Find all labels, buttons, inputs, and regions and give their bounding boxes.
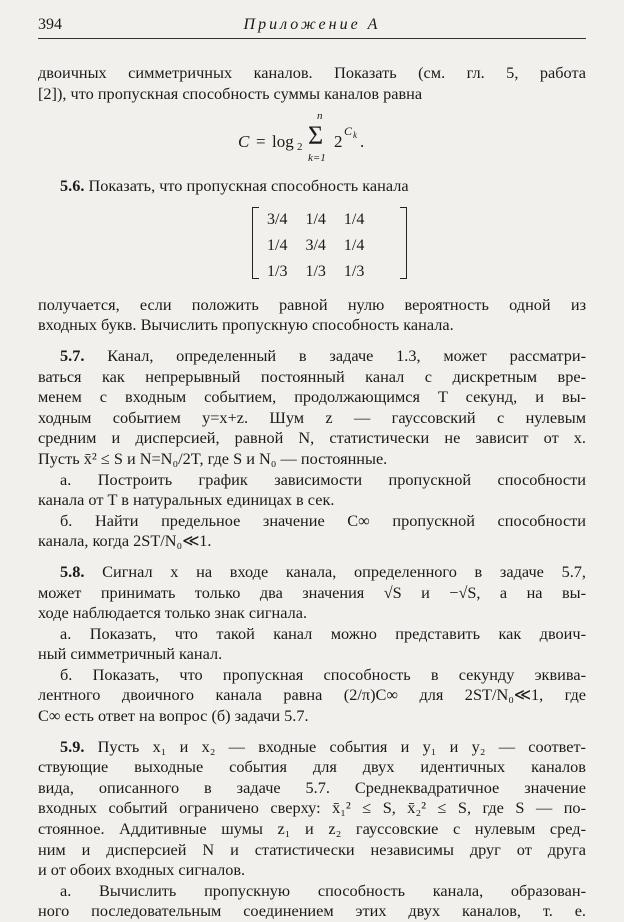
problem-text: Показать, что пропускная способность канала <box>88 176 409 196</box>
sum-sign: Σ <box>308 121 324 151</box>
problem-number: 5.8. <box>60 561 85 581</box>
matrix-cell: 1/4 <box>305 210 326 228</box>
text-line: ваться как непрерывный постоянный канал с дискретным вре- <box>38 366 586 386</box>
text-line: C∞ есть ответ на вопрос (б) задачи 5.7. <box>38 706 309 726</box>
text-line: ствующие выходные события для двух идентичных каналов <box>38 757 586 777</box>
text-line: ходе наблюдается только знак сигнала. <box>38 603 308 623</box>
text-line: а. Построить график зависимости пропускной способности <box>60 469 586 489</box>
text-line: б. Показать, что пропускная способность в секунду эквива- <box>60 664 586 684</box>
text-line: входных букв. Вычислить пропускную способность канала. <box>38 315 454 335</box>
matrix-row <box>258 233 373 259</box>
matrix-cell: 1/3 <box>305 262 326 280</box>
running-title: Приложение А <box>243 16 381 33</box>
text-line: [2]), что пропускная способность суммы каналов равна <box>38 83 423 103</box>
text-line: канала, когда 2ST/N₀≪1. <box>38 531 212 551</box>
matrix-cell: 1/4 <box>343 210 365 228</box>
text-line: получается, если положить равной нулю вероятность одной из <box>38 294 586 314</box>
text-line: входных событий ограничено сверху: x̄₁² ≤ S, x̄₂² ≤ S, где S — по- <box>38 798 586 818</box>
text-line: стоянное. Аддитивные шумы z₁ и z₂ гауссовские с нулевым сред- <box>38 819 586 839</box>
text-line: вида, описанного в задаче 5.7. Среднеквадратичное значение <box>38 777 586 797</box>
problem-5-9-a <box>38 881 586 902</box>
problem-5-8-a <box>38 624 586 645</box>
text-line: Канал, определенный в задаче 1.3, может рассматри- <box>107 345 587 365</box>
text-line: б. Найти предельное значение C∞ пропускной способности <box>60 510 586 530</box>
matrix-cell: 1/4 <box>267 236 288 254</box>
text-line: ного последовательным соединением этих двух каналов, т. е. <box>38 901 586 921</box>
book-page <box>38 12 586 922</box>
page-header <box>38 12 586 39</box>
text-line: ним и дисперсией N и статистически независимы друг от друга <box>38 839 586 859</box>
matrix-cell: 1/3 <box>343 262 365 280</box>
text-line: Пусть x₁ и x₂ — входные события и y₁ и y₂ — соответ- <box>97 736 586 756</box>
problem-number: 5.7. <box>60 345 85 365</box>
page-number: 394 <box>38 16 62 33</box>
text-line: канала от T в натуральных единицах в сек. <box>38 490 335 510</box>
text-line: и от обоих входных сигналов. <box>38 860 246 880</box>
matrix-cell: 3/4 <box>267 210 288 228</box>
intro-paragraph <box>38 63 586 104</box>
problem-5-7 <box>38 346 586 367</box>
problem-5-6 <box>38 176 586 197</box>
text-line: средним и дисперсией, равной N, статистически не зависит от x. <box>38 428 586 448</box>
text-line: может принимать только два значения √S и −√S, а на вы- <box>38 582 586 602</box>
problem-5-8-b <box>38 665 586 686</box>
problem-5-7-a <box>38 470 586 491</box>
matrix-cell: 1/3 <box>267 262 288 280</box>
problem-5-9 <box>38 737 586 758</box>
matrix-cell: 1/4 <box>343 236 365 254</box>
matrix-table <box>258 207 373 285</box>
problem-5-7-body <box>38 367 586 470</box>
text-line: лентного двоичного канала равна (2/π)C∞ для 2ST/N₀≪1, где <box>38 685 586 705</box>
text-line: ный симметричный канал. <box>38 644 223 664</box>
problem-5-7-b <box>38 511 586 532</box>
matrix-row <box>258 207 373 233</box>
problem-number: 5.9. <box>60 736 85 756</box>
channel-matrix <box>38 207 586 285</box>
problem-5-8 <box>38 562 586 583</box>
text-line: Сигнал x на входе канала, определенного в задаче 5.7, <box>102 561 586 581</box>
text-line: а. Показать, что такой канал можно представить как двоич- <box>60 623 586 643</box>
capacity-formula: C = log 2 n Σ k=1 2 C k . <box>238 110 365 165</box>
text-line: Пусть x̄² ≤ S и N=N₀/2T, где S и N₀ — постоянные. <box>38 448 388 468</box>
text-line: менем с входным событием, продолжающимся T секунд, и вы- <box>38 387 586 407</box>
text-line: двоичных симметричных каналов. Показать (см. гл. 5, работа <box>38 63 586 82</box>
right-bracket <box>400 207 407 279</box>
problem-5-6-cont <box>38 295 586 336</box>
problem-number: 5.6. <box>60 176 85 196</box>
text-line: а. Вычислить пропускную способность канала, образован- <box>60 880 586 900</box>
matrix-row <box>258 259 373 285</box>
matrix-cell: 3/4 <box>305 236 326 254</box>
text-line: ходным событием y=x+z. Шум z — гауссовский с нулевым <box>38 407 586 427</box>
